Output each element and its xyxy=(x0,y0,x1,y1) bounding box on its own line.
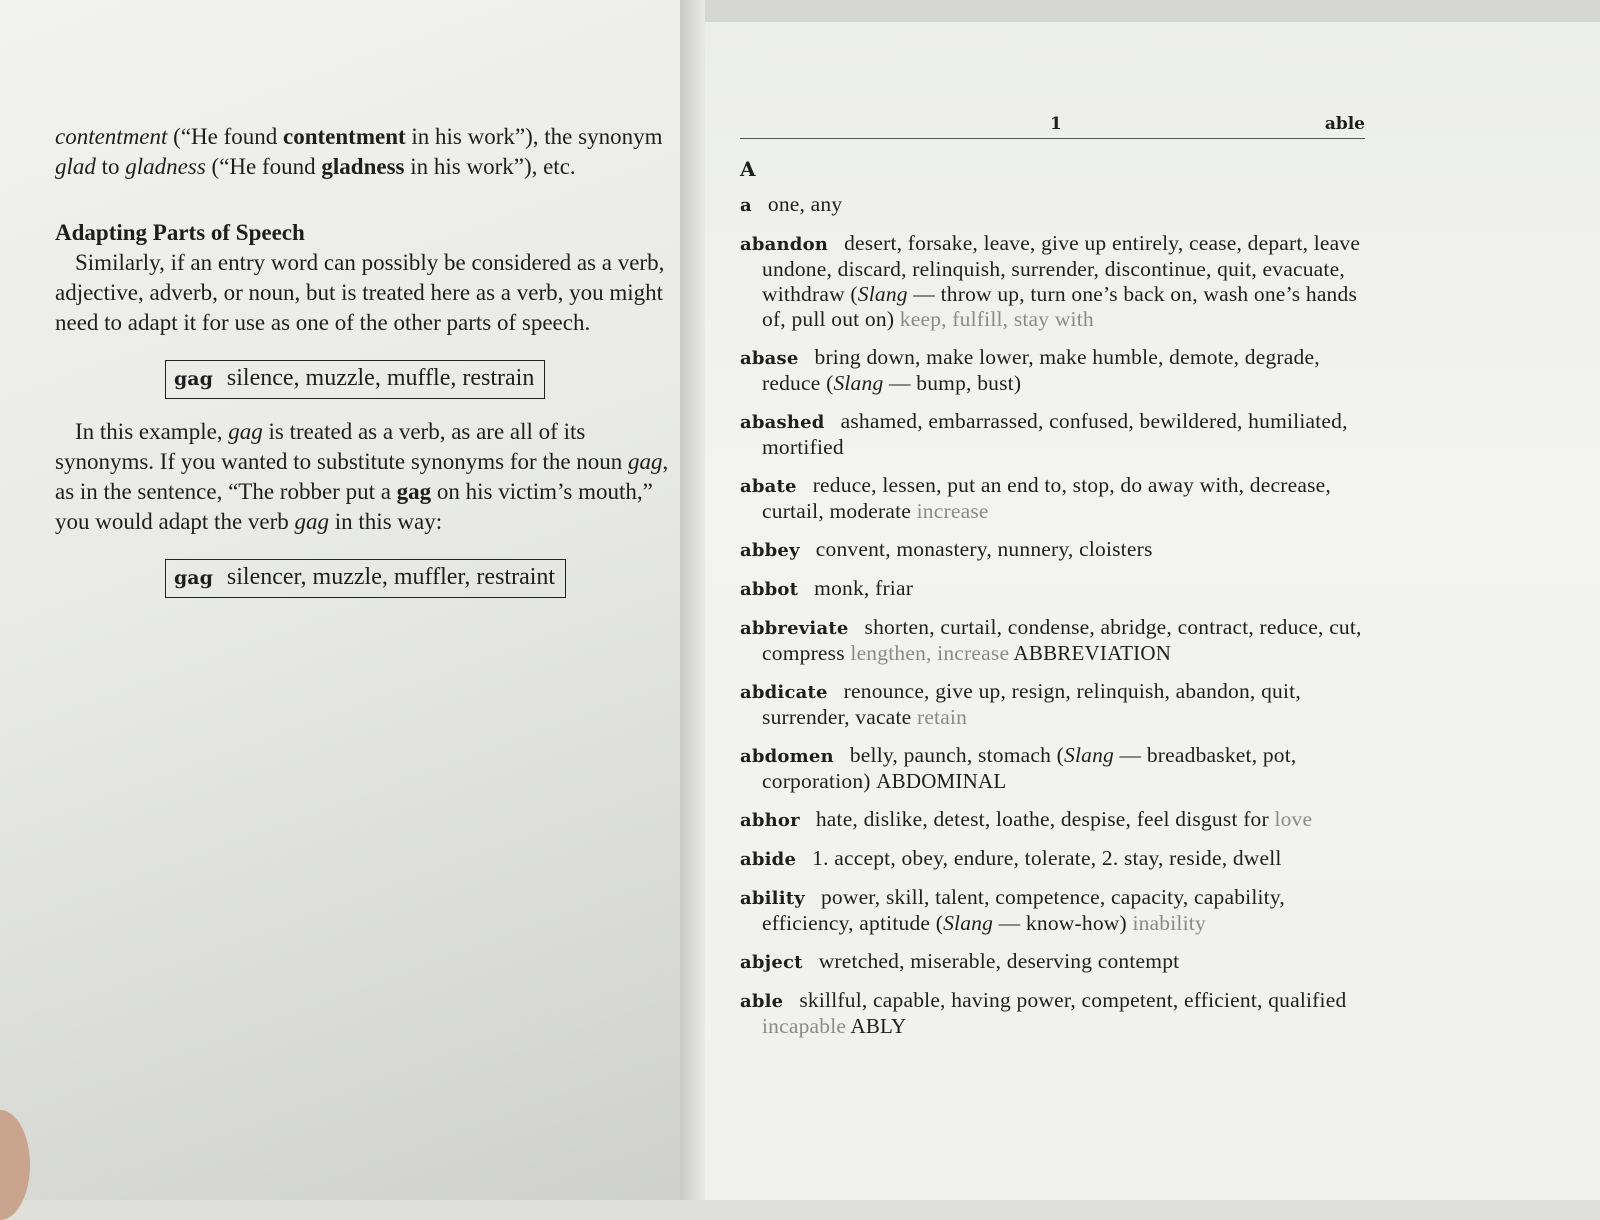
antonym: lengthen, increase xyxy=(850,641,1010,665)
entry-word: abbot xyxy=(740,579,799,600)
text-run: — bump, bust) xyxy=(883,371,1022,395)
bold-text: contentment xyxy=(283,124,406,149)
bold-text: gag xyxy=(396,479,432,504)
text-run: (“He found xyxy=(167,124,284,149)
italic-text: contentment xyxy=(55,124,168,149)
dictionary-entry-abject xyxy=(740,949,1365,975)
entry-list xyxy=(740,192,1365,1039)
italic-text: gag xyxy=(628,449,663,474)
text-run: monk, friar xyxy=(814,576,914,600)
dictionary-entry-abate xyxy=(740,473,1365,524)
text-run: shorten, curtail, condense, abridge, contract, reduce, cut, compress xyxy=(762,615,1362,665)
left-page-text xyxy=(55,122,680,616)
entry-word: abbey xyxy=(740,540,800,561)
example-box-verb xyxy=(165,360,545,399)
text-run: convent, monastery, nunnery, cloisters xyxy=(815,537,1153,561)
text-run: in this way: xyxy=(329,509,443,534)
antonym: retain xyxy=(916,705,968,729)
italic-text: gag xyxy=(228,419,263,444)
entry-word: abbreviate xyxy=(740,618,849,639)
example-paragraph xyxy=(55,417,680,537)
italic-text: Slang xyxy=(833,371,884,395)
entry-word: abhor xyxy=(740,810,800,831)
text-run: — throw up, turn one’s back on, wash one’s hands of, pull out on) xyxy=(762,282,1358,331)
text-run: on his victim’s mouth,” you would adapt the verb xyxy=(55,479,653,534)
example-synonyms: silence, muzzle, muffle, restrain xyxy=(226,365,535,391)
page-number: 1 xyxy=(1050,114,1062,134)
text-run: desert, forsake, leave, give up entirely, cease, depart, leave undone, discard, relinquish, surrender, discontinue, quit, evacuate, withdraw ( xyxy=(762,231,1361,306)
text-run: one, any xyxy=(767,192,843,216)
explanation-paragraph: Similarly, if an entry word can possibly be considered as a verb, adjective, adverb, or noun, but is treated here as a verb, you might need to adapt it for use as one of the other parts of speech. xyxy=(55,250,665,335)
entry-word: abide xyxy=(740,849,797,870)
intro-paragraph xyxy=(55,122,680,182)
text-run: bring down, make lower, make humble, demote, degrade, reduce ( xyxy=(762,345,1320,395)
text-run: 1. accept, obey, endure, tolerate, 2. stay, reside, dwell xyxy=(812,846,1282,870)
antonym: keep, fulfill, stay with xyxy=(899,307,1094,331)
right-page-text xyxy=(740,108,1365,1052)
text-run: is treated as a verb, as are all of its synonyms. If you wanted to substitute synonyms for the noun xyxy=(55,419,629,474)
dictionary-entry-abdomen xyxy=(740,743,1365,794)
bold-text: gladness xyxy=(321,154,405,179)
antonym: inability xyxy=(1132,911,1206,935)
example-word: gag xyxy=(174,567,213,589)
dictionary-entry-a xyxy=(740,192,1365,218)
related-form: ABBREVIATION xyxy=(1009,641,1172,665)
dictionary-entry-ability xyxy=(740,885,1365,936)
text-run: , as in the sentence, “The robber put a xyxy=(55,449,669,504)
dictionary-entry-abbot xyxy=(740,576,1365,602)
italic-text: Slang xyxy=(943,911,994,935)
text-run: wretched, miserable, deserving contempt xyxy=(818,949,1180,973)
related-form: ABDOMINAL xyxy=(876,769,1007,793)
text-run: — know-how) xyxy=(993,911,1133,935)
italic-text: glad xyxy=(55,154,96,179)
text-run: renounce, give up, resign, relinquish, abandon, quit, surrender, vacate xyxy=(762,679,1301,729)
dictionary-entry-able xyxy=(740,988,1365,1039)
text-run: in his work”), the synonym xyxy=(405,124,663,149)
antonym: love xyxy=(1274,807,1313,831)
example-box-noun xyxy=(165,559,566,598)
dictionary-entry-abide xyxy=(740,846,1365,872)
text-run: reduce, lessen, put an end to, stop, do away with, decrease, curtail, moderate xyxy=(762,473,1331,523)
dictionary-entry-abbreviate xyxy=(740,615,1365,666)
italic-text: gladness xyxy=(125,154,206,179)
italic-text: gag xyxy=(294,509,330,534)
entry-word: a xyxy=(740,195,752,216)
antonym: increase xyxy=(916,499,989,523)
dictionary-entry-abase xyxy=(740,345,1365,396)
entry-word: abandon xyxy=(740,234,829,255)
example-word: gag xyxy=(174,368,213,390)
dictionary-entry-abashed xyxy=(740,409,1365,460)
text-run: (“He found xyxy=(205,154,322,179)
background-strip xyxy=(705,0,1600,22)
text-run: in his work”), etc. xyxy=(404,154,576,179)
text-run: to xyxy=(95,154,126,179)
text-run: — breadbasket, pot, corporation) xyxy=(762,743,1297,793)
entry-word: ability xyxy=(740,888,805,909)
entry-word: abject xyxy=(740,952,803,973)
entry-word: abate xyxy=(740,476,797,497)
entry-word: abdomen xyxy=(740,746,834,767)
text-run: belly, paunch, stomach ( xyxy=(849,743,1064,767)
dictionary-entry-abandon xyxy=(740,231,1365,332)
dictionary-entry-abdicate xyxy=(740,679,1365,730)
italic-text: Slang xyxy=(1064,743,1114,767)
text-run: hate, dislike, detest, loathe, despise, feel disgust for xyxy=(815,807,1275,831)
entry-word: abashed xyxy=(740,412,825,433)
section-heading: Adapting Parts of Speech xyxy=(55,220,305,245)
dictionary-entry-abhor xyxy=(740,807,1365,833)
text-run: power, skill, talent, competence, capacity, capability, efficiency, aptitude ( xyxy=(762,885,1285,935)
dictionary-entry-abbey xyxy=(740,537,1365,563)
guide-word: able xyxy=(1324,114,1365,134)
text-run: In this example, xyxy=(75,419,229,444)
entry-word: abdicate xyxy=(740,682,828,703)
text-run: ashamed, embarrassed, confused, bewildered, humiliated, mortified xyxy=(762,409,1348,459)
italic-text: Slang xyxy=(857,282,908,306)
related-form: ABLY xyxy=(846,1014,907,1038)
entry-word: abase xyxy=(740,348,799,369)
section-letter: A xyxy=(740,157,756,181)
example-synonyms: silencer, muzzle, muffler, restraint xyxy=(226,564,556,590)
entry-word: able xyxy=(740,991,784,1012)
antonym: incapable xyxy=(762,1014,847,1038)
text-run: skillful, capable, having power, competent, efficient, qualified xyxy=(799,988,1347,1012)
page-header xyxy=(740,108,1365,139)
